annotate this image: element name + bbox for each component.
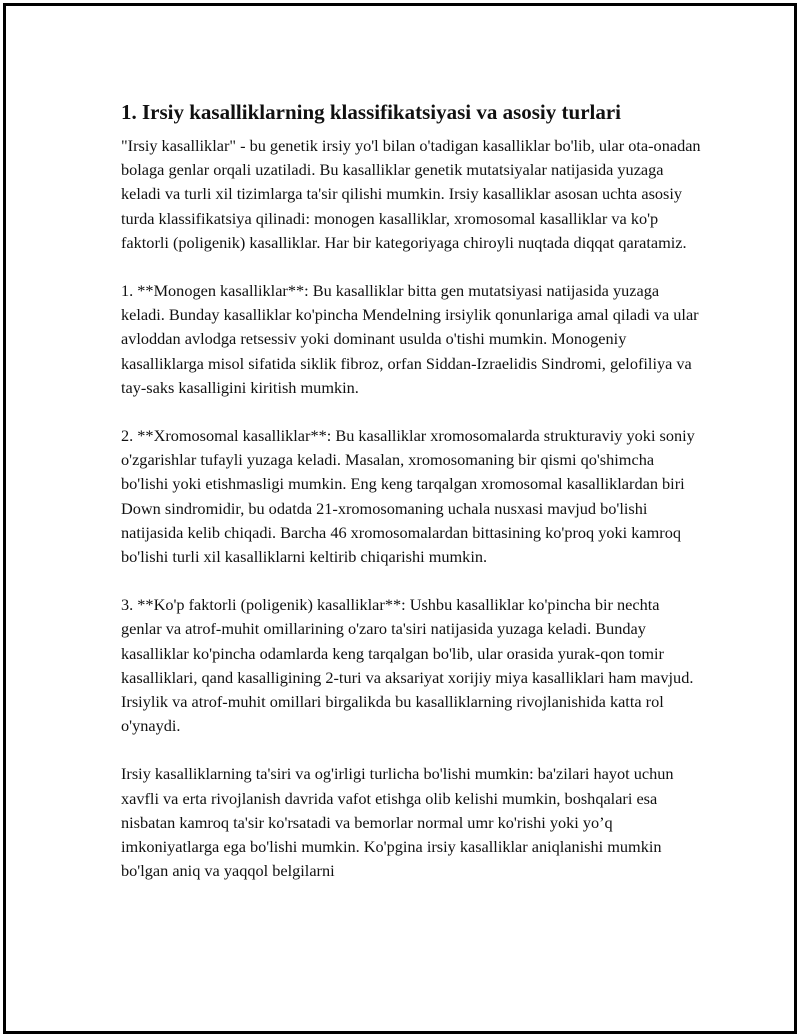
section-heading: 1. Irsiy kasalliklarning klassifikatsiyasi va asosiy turlari xyxy=(121,100,622,124)
chromosomal-paragraph: 2. **Xromosomal kasalliklar**: Bu kasalliklar xromosomalarda strukturaviy yoki soniy o'zgarishlar tufayli yuzaga keladi. Masalan, xromosomaning bir qismi qo'shimcha bo'lishi yoki etishmasligi mumkin. Eng keng tarqalgan xromosomal kasalliklardan biri Down sindromidir, bu odatda 21-xromosomaning uchala nusxasi mavjud bo'lishi natijasida kelib chiqadi. Barcha 46 xromosomalardan bittasining ko'proq yoki kamroq bo'lishi turli xil kasalliklarni keltirib chiqarishi mumkin. xyxy=(121,426,695,567)
page-frame xyxy=(3,3,797,1034)
monogenic-paragraph: 1. **Monogen kasalliklar**: Bu kasalliklar bitta gen mutatsiyasi natijasida yuzaga keladi. Bunday kasalliklar ko'pincha Mendelning irsiylik qonunlariga amal qiladi va ular avloddan avlodga retsessiv yoki dominant usulda o'tishi mumkin. Monogeniy kasalliklarga misol sifatida siklik fibroz, orfan Siddan-Izraelidis Sindromi, gelofiliya va tay-saks kasalligini kiritish mumkin. xyxy=(121,281,699,397)
polygenic-paragraph: 3. **Ko'p faktorli (poligenik) kasalliklar**: Ushbu kasalliklar ko'pincha bir nechta genlar va atrof-muhit omillarining o'zaro ta'siri natijasida yuzaga keladi. Bunday kasalliklar ko'pincha odamlarda keng tarqalgan bo'lib, ular orasida yurak-qon tomir kasalliklari, qand kasalligining 2-turi va aksariyat xorijiy miya kasalliklari ham mavjud. Irsiylik va atrof-muhit omillari birgalikda bu kasalliklarning rivojlanishida katta rol o'ynaydi. xyxy=(121,595,694,736)
intro-paragraph: "Irsiy kasalliklar" - bu genetik irsiy yo'l bilan o'tadigan kasalliklar bo'lib, ular ota-onadan bolaga genlar orqali uzatiladi. Bu kasalliklar genetik mutatsiyalar natijasida yuzaga keladi va turli xil tizimlarga ta'sir qilishi mumkin. Irsiy kasalliklar asosan uchta asosiy turda klassifikatsiya qilinadi: monogen kasalliklar, xromosomal kasalliklar va ko'p faktorli (poligenik) kasalliklar. Har bir kategoriyaga chiroyli nuqtada diqqat qaratamiz. xyxy=(121,136,701,252)
document-body xyxy=(121,98,701,907)
impact-paragraph: Irsiy kasalliklarning ta'siri va og'irligi turlicha bo'lishi mumkin: ba'zilari hayot uchun xavfli va erta rivojlanish davrida vafot etishga olib kelishi mumkin, boshqalari esa nisbatan kamroq ta'sir ko'rsatadi va bemorlar normal umr ko'rishi yoki yo’q imkoniyatlarga ega bo'lishi mumkin. Ko'pgina irsiy kasalliklar aniqlanishi mumkin bo'lgan aniq va yaqqol belgilarni xyxy=(121,764,674,881)
